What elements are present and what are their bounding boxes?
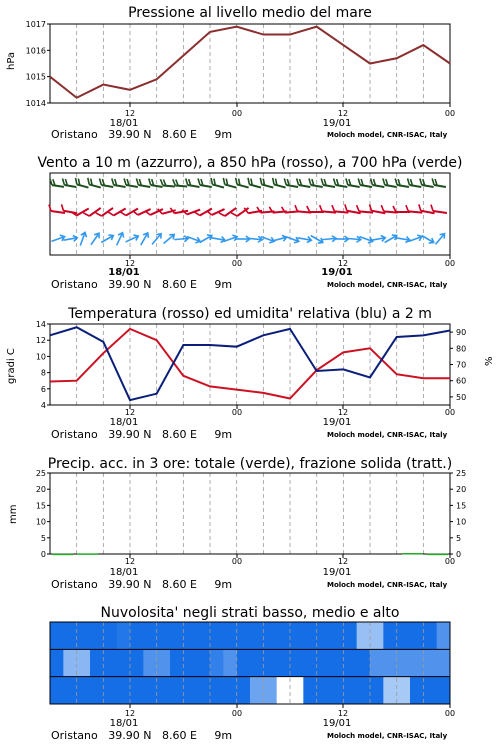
station-lon: 8.60 E	[161, 278, 197, 291]
cloud-cell	[197, 649, 211, 676]
time-tick: 12	[337, 557, 349, 566]
cloud-cell	[210, 649, 224, 676]
date-label: 19/01	[322, 567, 352, 578]
cloud-cell	[330, 649, 344, 676]
chart-title: Precip. acc. in 3 ore: totale (verde), frazione solida (tratt.)	[47, 456, 453, 472]
y-tick-label-right: 10	[456, 517, 467, 527]
cloud-cell	[370, 677, 384, 704]
station-lat: 39.90 N	[108, 729, 152, 742]
cloud-cell	[63, 649, 77, 676]
cloud-cell	[343, 622, 357, 649]
cloud-cell	[263, 649, 277, 676]
date-label: 19/01	[322, 118, 352, 129]
y-tick-label: 10	[35, 517, 46, 527]
station-name: Oristano	[51, 729, 98, 742]
cloud-cell	[437, 677, 451, 704]
cloud-cell	[223, 677, 237, 704]
station-lat: 39.90 N	[108, 128, 152, 141]
chart-title: Pressione al livello medio del mare	[128, 5, 372, 21]
cloud-cell	[143, 622, 157, 649]
cloud-cell	[50, 622, 64, 649]
y-tick-label: 15	[35, 501, 46, 511]
cloud-cell	[210, 622, 224, 649]
cloud-cell	[357, 622, 371, 649]
cloud-cell	[250, 649, 264, 676]
station-elev: 9m	[214, 428, 233, 441]
cloud-cell	[410, 677, 424, 704]
date-label: 18/01	[109, 417, 139, 428]
y-tick-label: 0	[40, 550, 46, 559]
time-tick: 12	[124, 109, 136, 118]
time-tick: 12	[124, 408, 136, 417]
cloud-cell	[103, 622, 117, 649]
cloud-cell	[197, 622, 211, 649]
y-tick-label: 14	[35, 320, 46, 329]
y-axis-label-right: %	[484, 356, 495, 366]
time-tick: 00	[231, 557, 243, 566]
cloud-cell	[130, 622, 144, 649]
cloud-cell	[77, 677, 91, 704]
station-elev: 9m	[214, 578, 233, 591]
y-tick-label: 20	[35, 485, 46, 495]
y-tick-label: 1016	[25, 46, 46, 56]
cloud-cell	[197, 677, 211, 704]
cloud-cell	[157, 649, 171, 676]
cloud-cell	[423, 649, 437, 676]
cloud-cell	[383, 622, 397, 649]
date-label: 18/01	[109, 567, 139, 578]
y-tick-label: 5	[40, 533, 46, 543]
cloud-cell	[170, 622, 184, 649]
date-label: 18/01	[109, 118, 139, 129]
cloud-cell	[277, 622, 291, 649]
y-tick-label-right: 70	[456, 360, 467, 370]
y-tick-label: 4	[40, 401, 46, 410]
cloud-cell	[317, 622, 331, 649]
cloud-cell	[317, 677, 331, 704]
cloud-cell	[370, 622, 384, 649]
time-tick: 00	[444, 109, 456, 118]
time-tick: 00	[231, 709, 243, 718]
time-tick: 00	[231, 408, 243, 417]
y-tick-label: 10	[35, 352, 46, 362]
chart-title: Nuvolosita' negli strati basso, medio e alto	[100, 605, 400, 621]
cloud-cell	[317, 649, 331, 676]
cloud-cell	[397, 677, 411, 704]
y-tick-label: 1014	[25, 99, 46, 108]
y-tick-label-right: 50	[456, 392, 467, 402]
y-tick-label-right: 0	[456, 550, 462, 559]
cloud-cell	[117, 677, 131, 704]
cloud-cell	[210, 677, 224, 704]
cloud-cell	[237, 677, 251, 704]
y-tick-label-right: 60	[456, 376, 467, 386]
cloud-cell	[250, 622, 264, 649]
station-lon: 8.60 E	[161, 729, 197, 742]
time-tick: 12	[124, 709, 136, 718]
model-credit: Moloch model, CNR-ISAC, Italy	[327, 581, 448, 589]
y-tick-label: 25	[35, 469, 46, 478]
station-name: Oristano	[51, 578, 98, 591]
cloud-cell	[290, 649, 304, 676]
cloud-cell	[357, 649, 371, 676]
time-tick: 12	[337, 109, 349, 118]
cloud-cell	[437, 649, 451, 676]
cloud-cell	[90, 677, 104, 704]
cloud-cell	[303, 677, 317, 704]
y-tick-label: 1015	[25, 72, 46, 82]
time-tick: 12	[337, 408, 349, 417]
station-lon: 8.60 E	[161, 128, 197, 141]
cloud-cell	[423, 622, 437, 649]
cloud-cell	[63, 677, 77, 704]
station-lon: 8.60 E	[161, 428, 197, 441]
cloud-cell	[170, 649, 184, 676]
cloud-cell	[130, 677, 144, 704]
model-credit: Moloch model, CNR-ISAC, Italy	[327, 431, 448, 439]
time-tick: 00	[231, 259, 243, 268]
y-tick-label-right: 5	[456, 533, 462, 543]
cloud-cell	[303, 649, 317, 676]
cloud-cell	[103, 677, 117, 704]
date-label: 19/01	[321, 267, 353, 278]
cloud-cell	[383, 649, 397, 676]
time-tick: 00	[444, 408, 456, 417]
cloud-cell	[90, 649, 104, 676]
station-info	[51, 729, 232, 742]
time-tick: 00	[444, 259, 456, 268]
cloud-cell	[277, 649, 291, 676]
cloud-cell	[290, 622, 304, 649]
y-axis-label: mm	[8, 504, 19, 524]
time-tick: 12	[124, 259, 136, 268]
cloud-cell	[130, 649, 144, 676]
cloud-cell	[170, 677, 184, 704]
cloud-cell	[357, 677, 371, 704]
y-axis-label: hPa	[6, 51, 17, 70]
station-name: Oristano	[51, 428, 98, 441]
station-elev: 9m	[214, 128, 233, 141]
station-name: Oristano	[51, 278, 98, 291]
cloud-cell	[50, 677, 64, 704]
cloud-cell	[103, 649, 117, 676]
cloud-cell	[330, 677, 344, 704]
cloud-cell	[423, 677, 437, 704]
model-credit: Moloch model, CNR-ISAC, Italy	[327, 281, 448, 289]
cloud-cell	[437, 622, 451, 649]
date-label: 18/01	[109, 718, 139, 729]
cloud-cell	[397, 649, 411, 676]
chart-title: Temperatura (rosso) ed umidita' relativa (blu) a 2 m	[68, 306, 432, 322]
station-lat: 39.90 N	[108, 278, 152, 291]
cloud-cell	[303, 622, 317, 649]
cloud-cell	[263, 677, 277, 704]
station-elev: 9m	[214, 729, 233, 742]
cloud-cell	[90, 622, 104, 649]
y-tick-label: 12	[35, 336, 46, 346]
y-tick-label-right: 90	[456, 328, 467, 338]
chart-title: Vento a 10 m (azzurro), a 850 hPa (rosso), a 700 hPa (verde)	[37, 155, 463, 171]
station-lon: 8.60 E	[161, 578, 197, 591]
cloud-cell	[330, 622, 344, 649]
cloud-cell	[237, 649, 251, 676]
cloud-cell	[223, 622, 237, 649]
y-tick-label: 1017	[25, 20, 46, 29]
station-elev: 9m	[214, 278, 233, 291]
cloud-cell	[63, 622, 77, 649]
cloud-cell	[237, 622, 251, 649]
model-credit: Moloch model, CNR-ISAC, Italy	[327, 732, 448, 740]
station-name: Oristano	[51, 128, 98, 141]
cloud-cell	[157, 622, 171, 649]
date-label: 18/01	[108, 267, 140, 278]
y-tick-label: 8	[40, 368, 46, 378]
cloud-cell	[250, 677, 264, 704]
cloud-cell	[277, 677, 291, 704]
cloud-cell	[157, 677, 171, 704]
cloud-cell	[183, 677, 197, 704]
y-axis-label: gradi C	[6, 348, 17, 384]
station-lat: 39.90 N	[108, 578, 152, 591]
cloud-cell	[143, 649, 157, 676]
cloud-cell	[77, 622, 91, 649]
cloud-cell	[183, 649, 197, 676]
y-tick-label-right: 25	[456, 469, 467, 478]
cloud-cell	[397, 622, 411, 649]
cloud-cell	[343, 649, 357, 676]
cloud-cell	[410, 622, 424, 649]
cloud-cell	[370, 649, 384, 676]
y-tick-label-right: 20	[456, 485, 467, 495]
time-tick: 00	[444, 709, 456, 718]
cloud-cell	[383, 677, 397, 704]
cloud-cell	[50, 649, 64, 676]
time-tick: 12	[337, 259, 349, 268]
y-tick-label-right: 80	[456, 344, 467, 354]
cloud-cell	[143, 677, 157, 704]
time-tick: 00	[444, 557, 456, 566]
station-lat: 39.90 N	[108, 428, 152, 441]
cloud-cell	[263, 622, 277, 649]
cloud-cell	[223, 649, 237, 676]
time-tick: 00	[231, 109, 243, 118]
cloud-cell	[183, 622, 197, 649]
cloud-cell	[117, 622, 131, 649]
date-label: 19/01	[322, 417, 352, 428]
date-label: 19/01	[322, 718, 352, 729]
cloud-cell	[290, 677, 304, 704]
time-tick: 12	[124, 557, 136, 566]
cloud-cell	[117, 649, 131, 676]
cloud-cell	[343, 677, 357, 704]
model-credit: Moloch model, CNR-ISAC, Italy	[327, 131, 448, 139]
y-tick-label: 6	[40, 384, 46, 394]
y-tick-label-right: 15	[456, 501, 467, 511]
cloud-cell	[77, 649, 91, 676]
time-tick: 12	[337, 709, 349, 718]
cloud-cell	[410, 649, 424, 676]
